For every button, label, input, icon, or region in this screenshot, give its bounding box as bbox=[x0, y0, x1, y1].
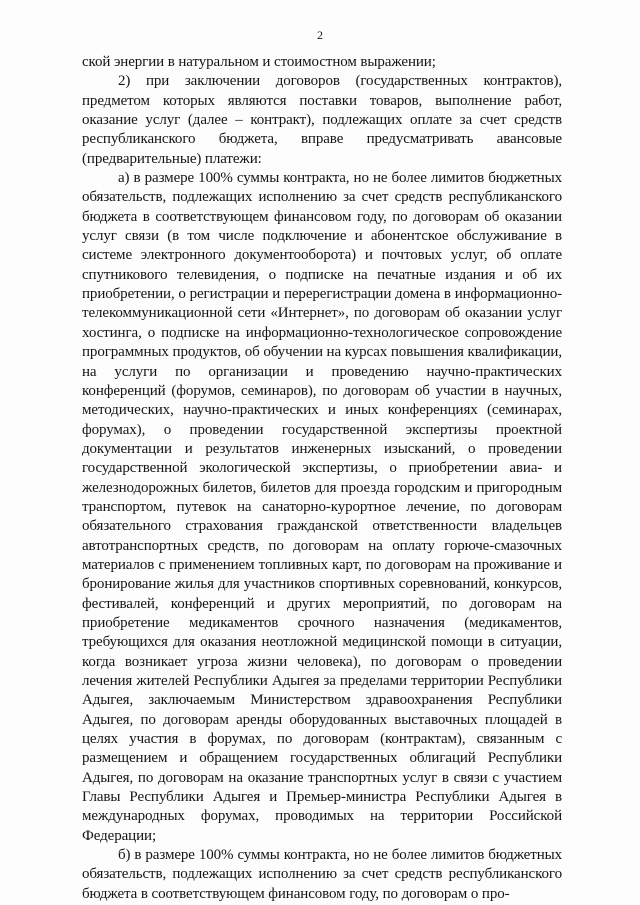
document-body bbox=[82, 53, 562, 904]
paragraph-item-2: 2) при заключении договоров (государственных контрактов), предметом которых являются поставки товаров, выполнение работ, оказание услуг (далее – контракт), подлежащих оплате за счет средств республиканского бюджета, вправе предусматривать авансовые (предварительные) платежи: bbox=[82, 73, 562, 167]
paragraph-subitem-a: а) в размере 100% суммы контракта, но не более лимитов бюджетных обязательств, подлежащих исполнению за счет средств республиканского бюджета в соответствующем финансовом году, по договорам об оказании услуг связи (в том числе подключение и абонентское обслуживание в системе электронного документооборота) и почтовых услуг, об оплате спутникового телевидения, о подписке на печатные издания и об их приобретении, о регистрации и перерегистрации домена в информационно-телекоммуникационной сети «Интернет», по договорам об оказании услуг хостинга, о подписке на информационно-технологическое сопровождение программных продуктов, об обучении на курсах повышения квалификации, на услуги по организации и проведению научно-практических конференций (форумов, семинаров), по договорам об участии в научных, методических, научно-практических и иных конференциях (семинарах, форумах), о проведении государственной экспертизы проектной документации и результатов инженерных изысканий, о проведении государственной экологической экспертизы, о приобретении авиа- и железнодорожных билетов, билетов для проезда городским и пригородным транспортом, путевок на санаторно-курортное лечение, по договорам обязательного страхования гражданской ответственности владельцев автотранспортных средств, по договорам на оплату горюче-смазочных материалов с применением топливных карт, по договорам на проживание и бронирование жилья для участников спортивных соревнований, конкурсов, фестивалей, конференций и других мероприятий, по договорам на приобретение медикаментов срочного назначения (медикаментов, требующихся для оказания неотложной медицинской помощи в ситуации, когда возникает угроза жизни человека), по договорам о проведении лечения жителей Республики Адыгея за пределами территории Республики Адыгея, заключаемым Министерством здравоохранения Республики Адыгея, по договорам аренды оборудованных выставочных площадей в целях участия в форумах, по договорам (контрактам), связанным с размещением и обращением государственных облигаций Республики Адыгея, по договорам на оказание транспортных услуг в связи с участием Главы Республики Адыгея и Премьер-министра Республики Адыгея в международных форумах, проводимых на территории Российской Федерации; bbox=[82, 170, 562, 844]
paragraph-subitem-b: б) в размере 100% суммы контракта, но не более лимитов бюджетных обязательств, подлежащих исполнению за счет средств республиканского бюджета в соответствующем финансовом году, по договорам о про- bbox=[82, 847, 562, 902]
paragraph-continuation: ской энергии в натуральном и стоимостном выражении; bbox=[82, 54, 436, 70]
page-number: 2 bbox=[317, 28, 323, 42]
